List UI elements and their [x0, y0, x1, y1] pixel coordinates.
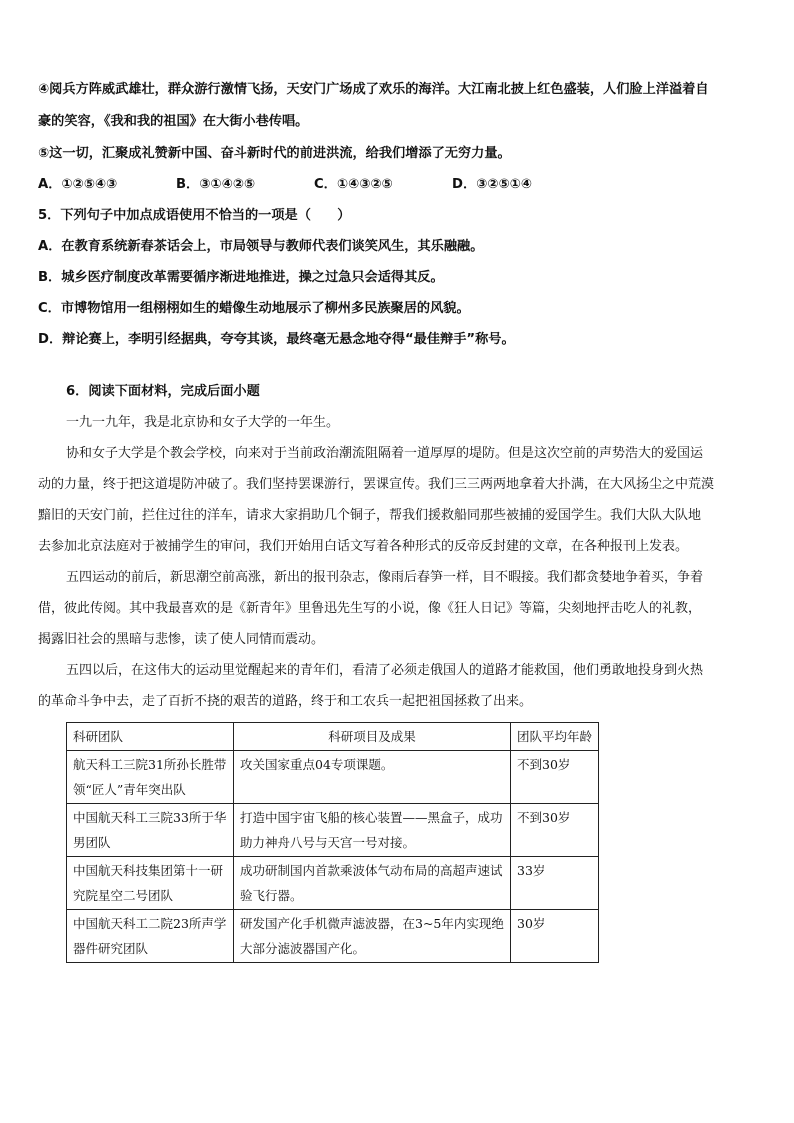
table-row: [67, 857, 599, 910]
q4-option-d[interactable]: D．③②⑤①④: [452, 177, 532, 192]
q5-option-c[interactable]: C．市博物馆用一组栩栩如生的蜡像生动地展示了柳州多民族聚居的风貌。: [38, 301, 470, 316]
q4-option-a[interactable]: A．①②⑤④③: [38, 177, 118, 192]
q4-option-b[interactable]: B．③①④②⑤: [176, 177, 256, 192]
table-cell: 航天科工三院31所孙长胜带领“匠人”青年突出队: [67, 751, 234, 804]
table-header-cell: 科研项目及成果: [234, 723, 511, 751]
table-cell: 中国航天科工三院33所于华男团队: [67, 804, 234, 857]
q4-item4-line2: 豪的笑容，《我和我的祖国》在大街小巷传唱。: [38, 114, 309, 129]
table-row: [67, 804, 599, 857]
q6-p3-line1: 五四运动的前后，新思潮空前高涨，新出的报刊杂志，像雨后春笋一样，目不暇接。我们都贪婪地争着买，争着: [66, 570, 704, 585]
q4-option-c[interactable]: C．①④③②⑤: [314, 177, 393, 192]
table-cell: 不到30岁: [511, 804, 599, 857]
q5-option-a[interactable]: A．在教育系统新春茶话会上，市局领导与教师代表们谈笑风生，其乐融融。: [38, 239, 484, 254]
q6-p2-line4: 去参加北京法庭对于被捕学生的审问，我们开始用白话文写着各种形式的反帝反封建的文章，在各种报刊上发表。: [38, 539, 689, 554]
q4-options: [38, 175, 758, 195]
q6-p3-line3: 揭露旧社会的黑暗与悲惨，读了使人同情而震动。: [38, 632, 325, 647]
table-cell: 打造中国宇宙飞船的核心装置——黑盒子，成功助力神舟八号与天宫一号对接。: [234, 804, 511, 857]
table-cell: 研发国产化手机微声滤波器，在3~5年内实现绝大部分滤波器国产化。: [234, 910, 511, 963]
q4-item5: ⑤这一切，汇聚成礼赞新中国、奋斗新时代的前进洪流，给我们增添了无穷力量。: [38, 146, 511, 161]
q6-p1: 一九一九年，我是北京协和女子大学的一年生。: [66, 415, 340, 430]
q6-p2-line2: 动的力量，终于把这道堤防冲破了。我们坚持罢课游行，罢课宣传。我们三三两两地拿着大扑满，在大风扬尘之中荒漠: [38, 477, 715, 492]
q4-item4-line1: ④阅兵方阵威武雄壮，群众游行激情飞扬，天安门广场成了欢乐的海洋。大江南北披上红色盛装，人们脸上洋溢着自: [38, 82, 709, 97]
table-cell: 不到30岁: [511, 751, 599, 804]
q6-p4-line1: 五四以后，在这伟大的运动里觉醒起来的青年们，看清了必须走俄国人的道路才能救国，他们勇敢地投身到火热: [66, 663, 704, 678]
q5-option-b[interactable]: B．城乡医疗制度改革需要循序渐进地推进，操之过急只会适得其反。: [38, 270, 444, 285]
q5-stem: 5．下列句子中加点成语使用不恰当的一项是（ ）: [38, 208, 351, 223]
q6-stem: 6．阅读下面材料，完成后面小题: [66, 384, 260, 399]
table-row: [67, 910, 599, 963]
q6-p2-line3: 黯旧的天安门前，拦住过往的洋车，请求大家捐助几个铜子，帮我们援救船同那些被捕的爱国学生。我们大队大队地: [38, 508, 702, 523]
q5-option-d[interactable]: D．辩论赛上，李明引经据典，夸夸其谈，最终毫无悬念地夺得“最佳辩手”称号。: [38, 332, 515, 347]
table-header-row: [67, 723, 599, 751]
table-cell: 中国航天科技集团第十一研究院星空二号团队: [67, 857, 234, 910]
table-cell: 30岁: [511, 910, 599, 963]
table-cell: 33岁: [511, 857, 599, 910]
q6-p4-line2: 的革命斗争中去，走了百折不挠的艰苦的道路，终于和工农兵一起把祖国拯救了出来。: [38, 694, 533, 709]
q6-p3-line2: 借，彼此传阅。其中我最喜欢的是《新青年》里鲁迅先生写的小说，像《狂人日记》等篇，尖刻地抨击吃人的礼教，: [38, 601, 702, 616]
table-cell: 中国航天科工二院23所声学器件研究团队: [67, 910, 234, 963]
q6-p2-line1: 协和女子大学是个教会学校，向来对于当前政治潮流阻隔着一道厚厚的堤防。但是这次空前的声势浩大的爱国运: [66, 446, 704, 461]
table-header-cell: 科研团队: [67, 723, 234, 751]
table-cell: 攻关国家重点04专项课题。: [234, 751, 511, 804]
table-row: [67, 751, 599, 804]
table-cell: 成功研制国内首款乘波体气动布局的高超声速试验飞行器。: [234, 857, 511, 910]
research-team-table: [66, 722, 599, 963]
table-header-cell: 团队平均年龄: [511, 723, 599, 751]
